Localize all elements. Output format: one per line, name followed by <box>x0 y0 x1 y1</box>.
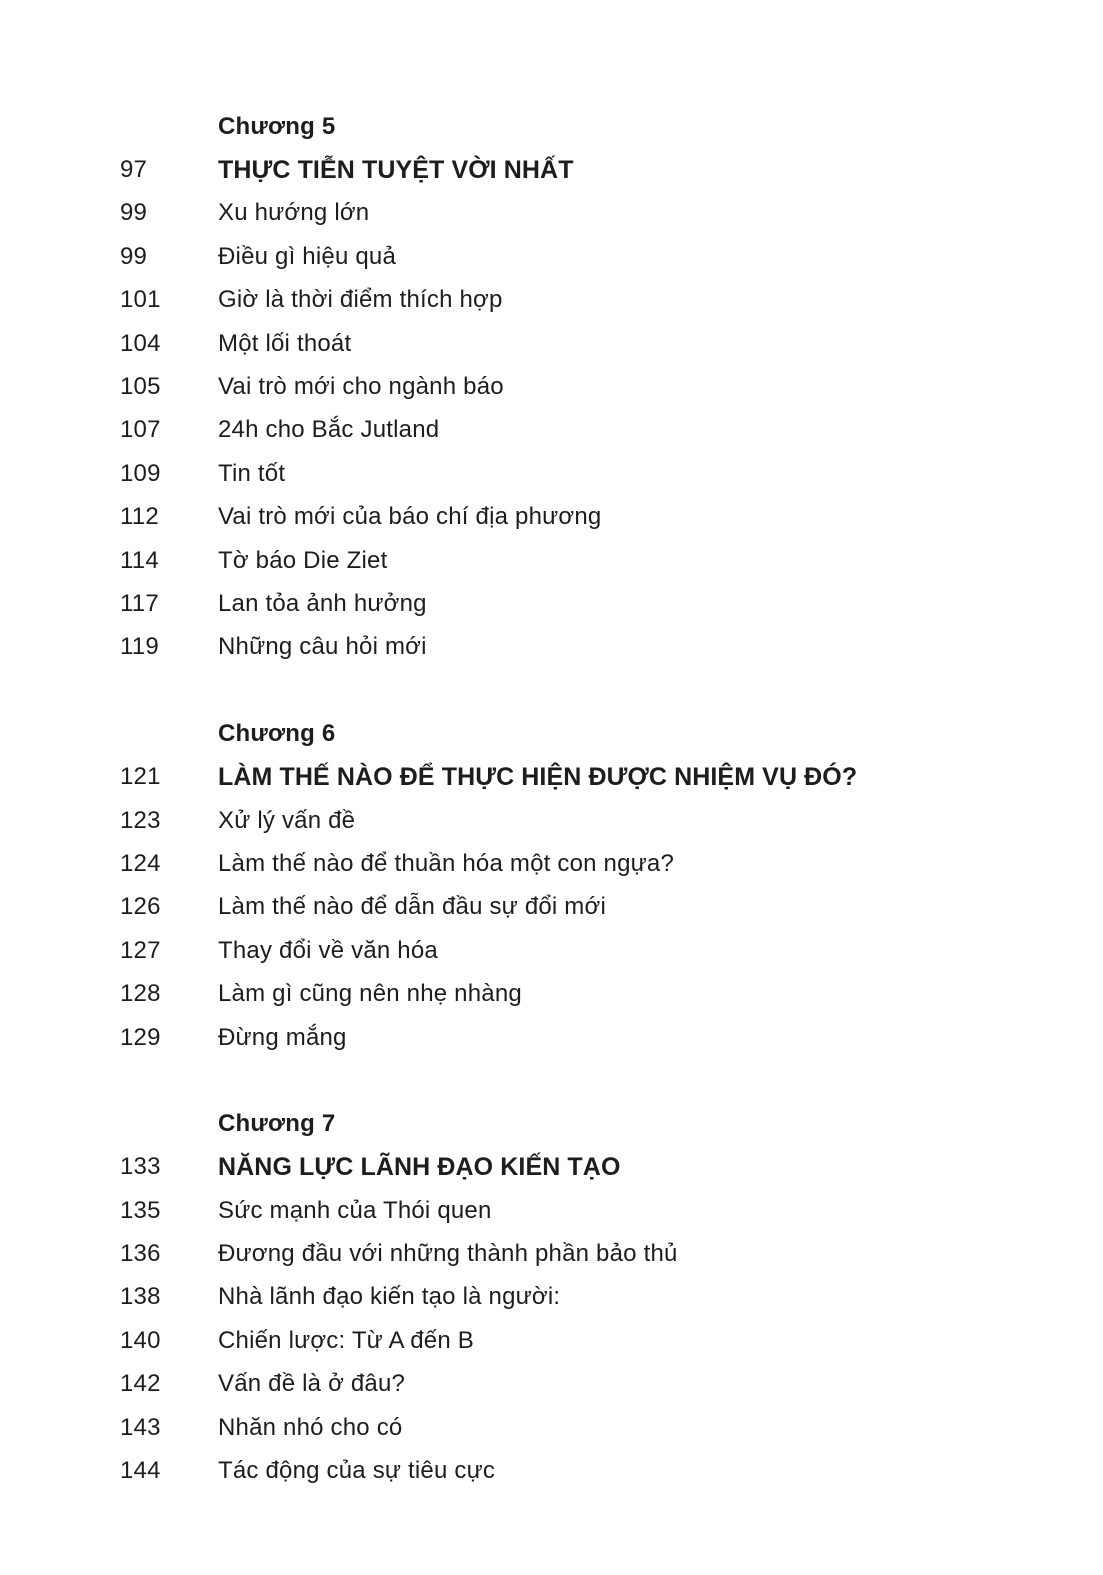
toc-entry-row <box>0 1189 1103 1232</box>
toc-entry-row <box>0 842 1103 885</box>
chapter-label: Chương 5 <box>218 112 336 140</box>
toc-entry-page-number: 112 <box>120 503 159 531</box>
toc-entry-page-number: 138 <box>120 1283 161 1311</box>
toc-entry-title: Nhăn nhó cho có <box>218 1413 403 1441</box>
toc-entry-page-number: 105 <box>120 373 161 401</box>
toc-entry-row <box>0 626 1103 669</box>
chapter-label: Chương 7 <box>218 1109 336 1137</box>
chapter-label: Chương 6 <box>218 719 336 747</box>
toc-entry-title: Tin tốt <box>218 459 286 487</box>
toc-entry-row <box>0 279 1103 322</box>
toc-entry-row <box>0 192 1103 235</box>
toc-entry-title: Điều gì hiệu quả <box>218 242 396 270</box>
toc-entry-row <box>0 1319 1103 1362</box>
toc-entry-title: NĂNG LỰC LÃNH ĐẠO KIẾN TẠO <box>218 1152 621 1181</box>
toc-entry-page-number: 135 <box>120 1196 161 1224</box>
toc-entry-page-number: 109 <box>120 459 161 487</box>
toc-entry-page-number: 126 <box>120 893 161 921</box>
toc-entry-row <box>0 148 1103 191</box>
toc-entry-title: Thay đổi về văn hóa <box>218 936 438 964</box>
toc-section <box>0 105 1103 669</box>
toc-entry-page-number: 124 <box>120 849 161 877</box>
toc-entry-title: Làm gì cũng nên nhẹ nhàng <box>218 980 522 1008</box>
toc-entry-page-number: 128 <box>120 980 161 1008</box>
toc-entry-page-number: 101 <box>120 286 161 314</box>
toc-entry-row <box>0 496 1103 539</box>
toc-entry-page-number: 142 <box>120 1370 161 1398</box>
toc-entry-page-number: 144 <box>120 1457 161 1485</box>
toc-entry-title: Làm thế nào để dẫn đầu sự đổi mới <box>218 893 606 921</box>
toc-entry-page-number: 107 <box>120 416 161 444</box>
toc-entry-page-number: 133 <box>120 1153 161 1181</box>
toc-entry-title: Những câu hỏi mới <box>218 633 427 661</box>
toc-section <box>0 712 1103 1059</box>
toc-entry-row <box>0 929 1103 972</box>
toc-entry-title: THỰC TIỄN TUYỆT VỜI NHẤT <box>218 155 574 184</box>
toc-entry-row <box>0 1449 1103 1492</box>
toc-entry-row <box>0 235 1103 278</box>
toc-entry-row <box>0 755 1103 798</box>
toc-entry-row <box>0 1232 1103 1275</box>
table-of-contents <box>0 105 1103 1493</box>
toc-entry-page-number: 127 <box>120 936 161 964</box>
toc-entry-title: Nhà lãnh đạo kiến tạo là người: <box>218 1283 561 1311</box>
chapter-label-row <box>0 105 1103 148</box>
toc-entry-row <box>0 1016 1103 1059</box>
toc-entry-page-number: 121 <box>120 763 161 791</box>
toc-entry-page-number: 104 <box>120 329 161 357</box>
toc-entry-title: Vai trò mới của báo chí địa phương <box>218 503 602 531</box>
toc-entry-title: Vấn đề là ở đâu? <box>218 1370 406 1398</box>
toc-entry-title: Đương đầu với những thành phần bảo thủ <box>218 1240 678 1268</box>
toc-entry-row <box>0 409 1103 452</box>
toc-entry-row <box>0 539 1103 582</box>
toc-entry-row <box>0 1406 1103 1449</box>
toc-entry-page-number: 99 <box>120 199 148 227</box>
toc-entry-row <box>0 322 1103 365</box>
toc-entry-row <box>0 365 1103 408</box>
toc-entry-title: Tờ báo Die Ziet <box>218 546 388 574</box>
toc-entry-page-number: 99 <box>120 242 148 270</box>
toc-entry-title: Một lối thoát <box>218 329 352 357</box>
chapter-label-row <box>0 712 1103 755</box>
toc-entry-title: Tác động của sự tiêu cực <box>218 1457 496 1485</box>
toc-entry-title: Lan tỏa ảnh hưởng <box>218 589 427 617</box>
toc-entry-title: Làm thế nào để thuần hóa một con ngựa? <box>218 849 674 877</box>
toc-entry-page-number: 140 <box>120 1326 161 1354</box>
toc-entry-row <box>0 452 1103 495</box>
toc-entry-title: Chiến lược: Từ A đến B <box>218 1326 474 1354</box>
toc-entry-row <box>0 886 1103 929</box>
toc-entry-page-number: 129 <box>120 1023 161 1051</box>
toc-entry-row <box>0 1276 1103 1319</box>
toc-entry-row <box>0 972 1103 1015</box>
toc-section <box>0 1102 1103 1493</box>
toc-entry-title: Xử lý vấn đề <box>218 806 356 834</box>
toc-entry-title: Vai trò mới cho ngành báo <box>218 373 504 401</box>
toc-entry-row <box>0 1146 1103 1189</box>
toc-entry-page-number: 143 <box>120 1413 161 1441</box>
toc-entry-row <box>0 799 1103 842</box>
toc-entry-title: Giờ là thời điểm thích hợp <box>218 286 503 314</box>
chapter-label-row <box>0 1102 1103 1145</box>
toc-entry-page-number: 123 <box>120 806 161 834</box>
toc-entry-page-number: 119 <box>120 633 159 661</box>
toc-entry-title: Đừng mắng <box>218 1023 347 1051</box>
toc-entry-page-number: 114 <box>120 546 159 574</box>
toc-entry-row <box>0 1363 1103 1406</box>
toc-entry-page-number: 136 <box>120 1240 161 1268</box>
toc-entry-row <box>0 582 1103 625</box>
toc-entry-page-number: 97 <box>120 156 148 184</box>
toc-entry-page-number: 117 <box>120 589 159 617</box>
toc-entry-title: LÀM THẾ NÀO ĐỂ THỰC HIỆN ĐƯỢC NHIỆM VỤ ĐÓ? <box>218 762 858 791</box>
toc-entry-title: 24h cho Bắc Jutland <box>218 416 440 444</box>
toc-entry-title: Xu hướng lớn <box>218 199 370 227</box>
toc-entry-title: Sức mạnh của Thói quen <box>218 1196 492 1224</box>
